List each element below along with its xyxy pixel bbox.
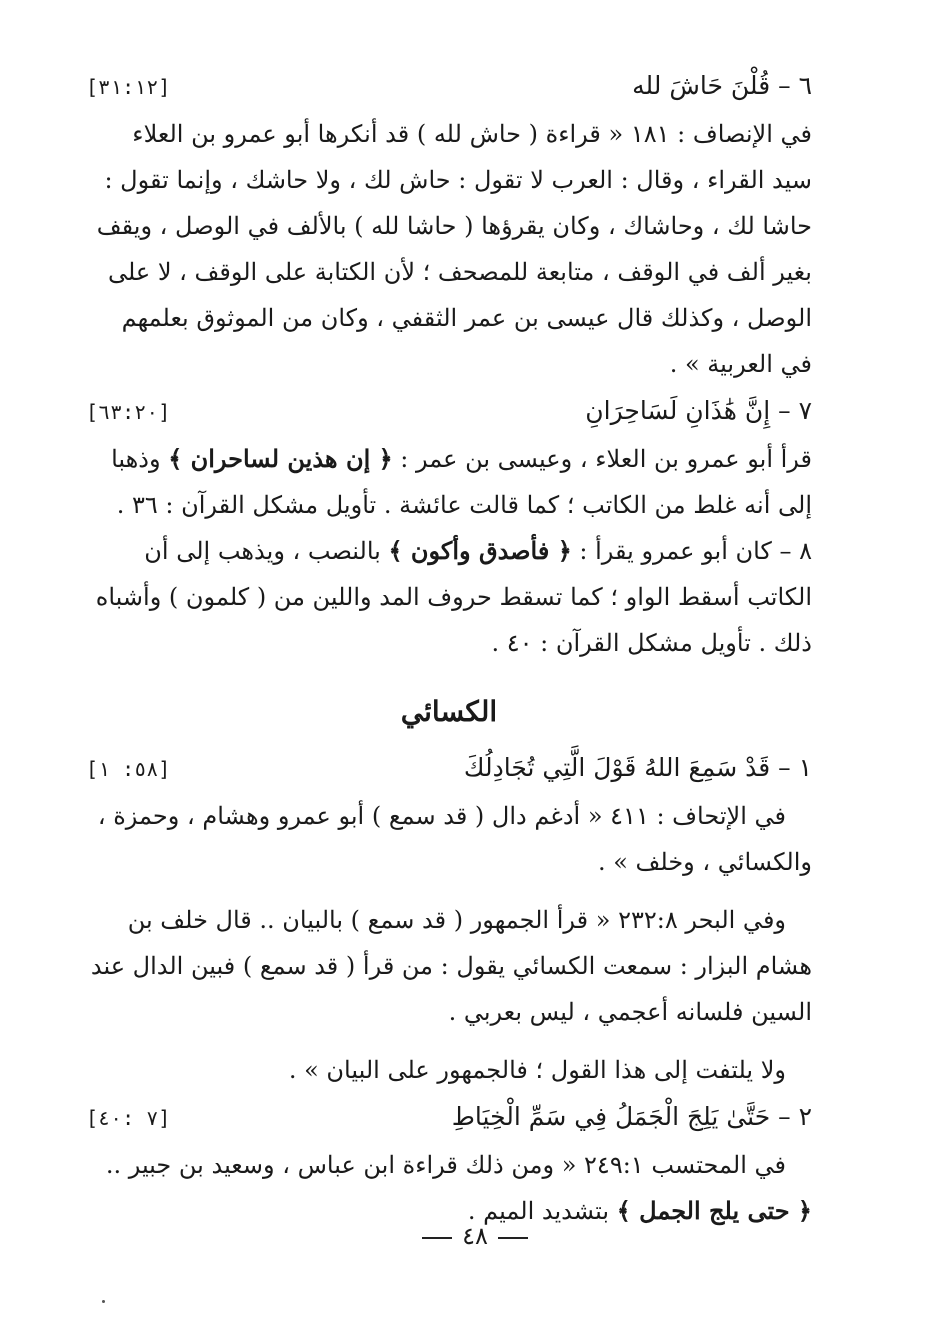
kisai-entry-2-text-pre: في المحتسب ٢٤٩:١ « ومن ذلك قراءة ابن عباس ، وسعيد بن جبير .. (105, 1151, 786, 1179)
scan-speck (102, 1300, 105, 1303)
kisai-entry-1-verse: ١ – قَدْ سَمِعَ اللهُ قَوْلَ الَّتِي تُجَادِلُكَ (463, 753, 812, 782)
entry-8-text-pre: ٨ – كان أبو عمرو يقرأ : (571, 537, 812, 565)
entry-6-reference: [٣١:١٢] (86, 75, 171, 99)
kisai-entry-2-quote: ﴿ حتى يلج الجمل ﴾ (616, 1196, 812, 1225)
entry-7-reference: [٦٣:٢٠] (86, 400, 171, 424)
kisai-entry-2-reference: [٧ :٤٠] (86, 1106, 171, 1130)
entry-7-quote: ﴿ إن هذين لساحران ﴾ (168, 444, 393, 473)
entry-7-text-pre: قرأ أبو عمرو بن العلاء ، وعيسى بن عمر : (392, 445, 812, 473)
kisai-entry-1-reference: [٥٨: ١] (86, 757, 171, 781)
folio-dash-left (422, 1237, 452, 1239)
entry-8-quote: ﴿ فأصدق وأكون ﴾ (388, 536, 572, 565)
folio-dash-right (498, 1237, 528, 1239)
section-title: الكسائي (400, 695, 498, 728)
kisai-entry-1-heading (86, 744, 812, 793)
kisai-entry-2-heading (86, 1093, 812, 1142)
entry-7-verse: ٧ – إِنَّ هَٰذَانِ لَسَاحِرَانِ (585, 396, 812, 425)
entry-8-text-post: بالنصب ، ويذهب إلى أن الكاتب أسقط الواو ؛ كما تسقط حروف المد واللين من ( كلمون ) وأشباه ذلك . تأويل مشكل القرآن : ٤٠ . (95, 537, 812, 657)
entry-6-verse: ٦ – قُلْنَ حَاشَ لله (632, 71, 812, 100)
entry-7-heading (86, 387, 812, 436)
entry-7-body (86, 436, 812, 528)
entry-7-text-post: وذهبا إلى أنه غلط من الكاتب ؛ كما قالت عائشة . تأويل مشكل القرآن : ٣٦ . (111, 445, 812, 519)
kisai-entry-2-text-post: بتشديد الميم . (467, 1197, 617, 1225)
page-number-text: ٤٨ (462, 1222, 488, 1250)
kisai-entry-2-verse: ٢ – حَتَّىٰ يَلِجَ الْجَمَلُ فِي سَمِّ الْخِيَاطِ (451, 1102, 812, 1131)
page-number (0, 1222, 950, 1250)
kisai-entry-1-para-3: ولا يلتفت إلى هذا القول ؛ فالجمهور على البيان » . (288, 1056, 786, 1084)
kisai-entry-1-para-2: وفي البحر ٢٣٢:٨ « قرأ الجمهور ( قد سمع ) بالبيان .. قال خلف بن هشام البزار : سمعت الكسائي يقول : من قرأ ( قد سمع ) فبين الدال عند السين فلسانه أعجمي ، ليس بعربي . (90, 906, 812, 1026)
kisai-entry-1-para-1: في الإتحاف : ٤١١ « أدغم دال ( قد سمع ) أبو عمرو وهشام ، وحمزة ، والكسائي ، وخلف » . (97, 802, 812, 876)
kisai-entry-2-body (86, 1142, 812, 1234)
entry-8-body (86, 528, 812, 666)
entry-6-body: في الإنصاف : ١٨١ « قراءة ( حاش لله ) قد أنكرها أبو عمرو بن العلاء سيد القراء ، وقال : العرب لا تقول : حاش لك ، ولا حاشك ، وإنما تقول : حاشا لك ، وحاشاك ، وكان يقرؤها ( حاشا لله ) بالألف في الوصل ، ويقف بغير ألف في الوقف ، متابعة للمصحف ؛ لأن الكتابة على الوقف ، لا على الوصل ، وكذلك قال عيسى بن عمر الثقفي ، وكان من الموثوق بعلمهم في العربية » . (96, 120, 812, 378)
entry-6-heading (86, 62, 812, 111)
